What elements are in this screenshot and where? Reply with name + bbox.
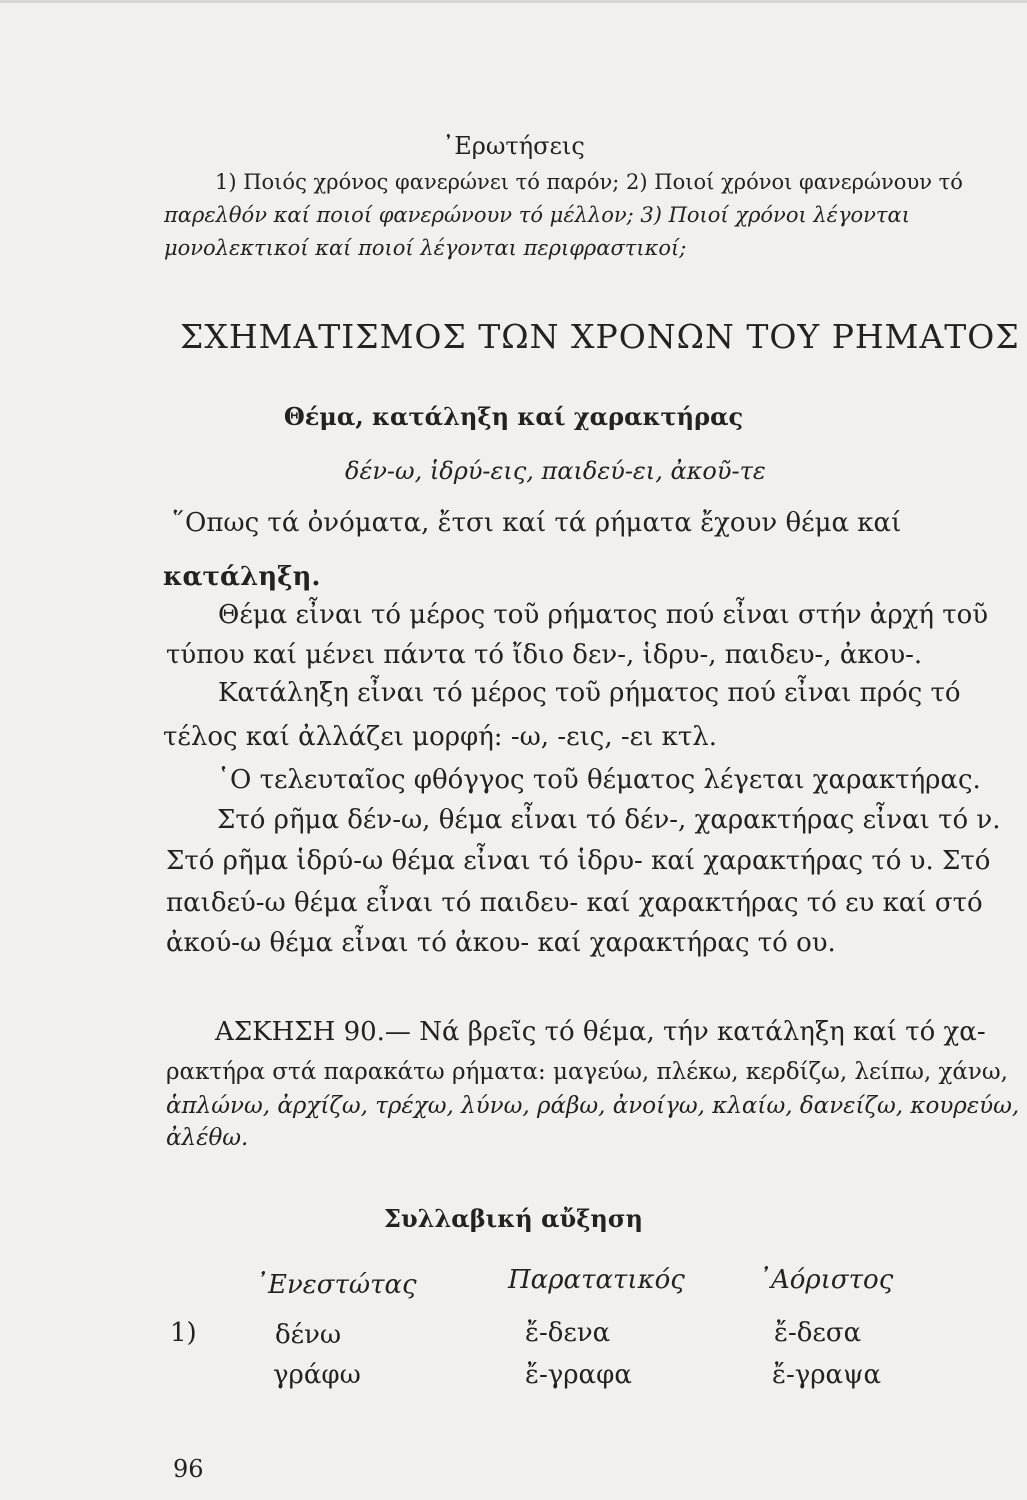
paragraph-line: Στό ρῆμα δέν-ω, θέμα εἶναι τό δέν-, χαρακτήρας εἶναι τό ν. xyxy=(217,805,1001,835)
paragraph-line: Στό ρῆμα ἱδρύ-ω θέμα εἶναι τό ἱδρυ- καί χαρακτήρας τό υ. Στό xyxy=(166,846,991,876)
paragraph-line: κατάληξη. xyxy=(163,562,321,592)
paragraph-line: Θέμα εἶναι τό μέρος τοῦ ρήματος πού εἶναι στήν ἀρχή τοῦ xyxy=(218,600,989,630)
header-aorist: ᾿Αόριστος xyxy=(758,1265,894,1295)
paragraph-line: παιδεύ-ω θέμα εἶναι τό παιδευ- καί χαρακτήρας τό ευ καί στό xyxy=(166,888,983,918)
question-line-2: παρελθόν καί ποιοί φανερώνουν τό μέλλον; 3) Ποιοί χρόνοι λέγονται xyxy=(164,203,910,227)
header-present: ᾿Ενεστώτας xyxy=(255,1270,417,1300)
section-title: Θέμα, κατάληξη καί χαρακτήρας xyxy=(283,402,744,431)
example-words: δέν-ω, ἱδρύ-εις, παιδεύ-ει, ἀκοῦ-τε xyxy=(345,457,766,485)
table-cell: δένω xyxy=(275,1320,342,1350)
row-label: 1) xyxy=(170,1318,197,1348)
question-line-1: 1) Ποιός χρόνος φανερώνει τό παρόν; 2) Ποιοί χρόνοι φανερώνουν τό xyxy=(215,170,963,194)
syllabic-title: Συλλαβική αὔξηση xyxy=(383,1204,644,1233)
exercise-line-3: ἁπλώνω, ἀρχίζω, τρέχω, λύνω, ράβω, ἀνοίγω, κλαίω, δανείζω, κουρεύω, xyxy=(166,1093,1020,1119)
table-cell: ἔ-γραφα xyxy=(525,1360,632,1390)
exercise-line-1: ΑΣΚΗΣΗ 90.— Νά βρεῖς τό θέμα, τήν κατάληξη καί τό χα- xyxy=(215,1017,986,1047)
paragraph-line: ῾Ο τελευταῖος φθόγγος τοῦ θέματος λέγεται χαρακτήρας. xyxy=(217,765,981,795)
paragraph-line: Κατάληξη εἶναι τό μέρος τοῦ ρήματος πού εἶναι πρός τό xyxy=(218,678,961,708)
paragraph-line: τύπου καί μένει πάντα τό ἴδιο δεν-, ἱδρυ-, παιδευ-, ἀκου-. xyxy=(166,640,923,670)
paragraph-line: τέλος καί ἀλλάζει μορφή: -ω, -εις, -ει κτλ. xyxy=(163,722,717,752)
page-number: 96 xyxy=(173,1455,204,1483)
main-title: ΣΧΗΜΑΤΙΣΜΟΣ ΤΩΝ ΧΡΟΝΩΝ ΤΟΥ ΡΗΜΑΤΟΣ xyxy=(180,317,1020,356)
paragraph-line: ἀκού-ω θέμα εἶναι τό ἀκου- καί χαρακτήρας τό ου. xyxy=(166,928,836,958)
scan-edge xyxy=(0,0,1027,3)
exercise-line-4: ἀλέθω. xyxy=(166,1125,249,1151)
table-cell: γράφω xyxy=(273,1360,361,1390)
table-cell: ἔ-δεσα xyxy=(774,1318,862,1348)
header-imperfect: Παρατατικός xyxy=(508,1265,685,1295)
table-cell: ἔ-γραψα xyxy=(772,1360,882,1390)
paragraph-line: ῞Οπως τά ὀνόματα, ἔτσι καί τά ρήματα ἔχουν θέμα καί xyxy=(172,508,902,538)
table-cell: ἔ-δενα xyxy=(525,1318,611,1348)
questions-heading: ᾿Ερωτήσεις xyxy=(442,132,585,160)
exercise-line-2: ρακτήρα στά παρακάτω ρήματα: μαγεύω, πλέκω, κερδίζω, λείπω, χάνω, xyxy=(166,1059,1008,1085)
question-line-3: μονολεκτικοί καί ποιοί λέγονται περιφραστικοί; xyxy=(164,236,687,260)
